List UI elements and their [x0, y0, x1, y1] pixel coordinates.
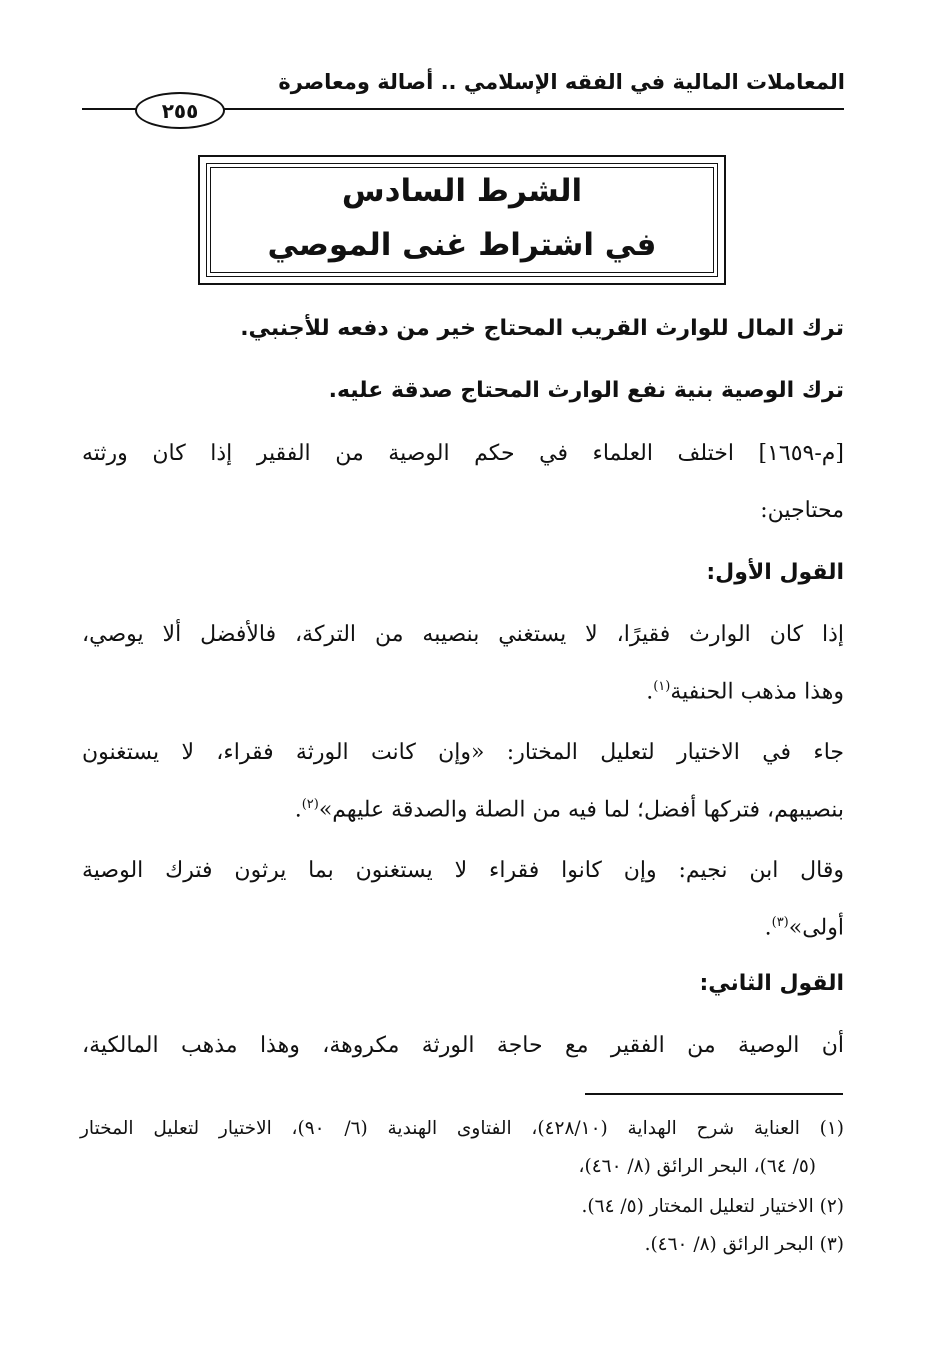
first-opinion-text: وهذا مذهب الحنفية [670, 679, 844, 705]
period: . [646, 679, 654, 705]
running-header-title: المعاملات المالية في الفقه الإسلامي .. أصالة ومعاصرة [278, 70, 845, 94]
page-number: ٢٥٥ [135, 92, 225, 129]
quote-1-line-1: جاء في الاختيار لتعليل المختار: «وإن كانت الورثة فقراء، لا يستغنون [82, 740, 844, 765]
section-title-line-1: الشرط السادس [341, 173, 583, 209]
footnote-1-line-1: (١) العناية شرح الهداية (٤٢٨/١٠)، الفتاوى الهندية (٦/ ٩٠)، الاختيار لتعليل المختار [80, 1118, 844, 1139]
period: . [294, 797, 302, 823]
quote-1-line-2 [295, 798, 844, 821]
rule-statement-2: ترك الوصية بنية نفع الوارث المحتاج صدقة عليه. [328, 378, 844, 403]
footnote-2: (٢) الاختيار لتعليل المختار (٥/ ٦٤). [581, 1196, 844, 1217]
quote-2-line-2 [765, 916, 844, 939]
footnote-ref-1: (١) [653, 679, 671, 694]
rule-statement-1: ترك المال للوارث القريب المحتاج خير من دفعه للأجنبي. [240, 316, 844, 341]
footnote-ref-2: (٢) [301, 797, 319, 812]
footnote-ref-3: (٣) [771, 915, 789, 930]
first-opinion-line-2 [646, 680, 844, 703]
second-opinion-heading: القول الثاني: [699, 971, 844, 996]
footnote-3: (٣) البحر الرائق (٨/ ٤٦٠). [644, 1234, 844, 1255]
footnote-1-line-2: (٥/ ٦٤)، البحر الرائق (٨/ ٤٦٠)، [578, 1156, 816, 1177]
quote-1-text: بنصيبهم، فتركها أفضل؛ لما فيه من الصلة والصدقة عليهم» [318, 797, 844, 823]
section-title-frame [198, 155, 726, 285]
second-opinion-line-1: أن الوصية من الفقير مع حاجة الورثة مكروهة، وهذا مذهب المالكية، [82, 1033, 844, 1058]
section-title-line-2: في اشتراط غنى الموصي [267, 227, 657, 263]
first-opinion-line-1: إذا كان الوارث فقيرًا، لا يستغني بنصيبه من التركة، فالأفضل ألا يوصي، [82, 622, 844, 647]
period: . [764, 915, 772, 941]
first-opinion-heading: القول الأول: [706, 560, 844, 585]
quote-2-text: أولى» [788, 915, 844, 941]
intro-paragraph-line-2: محتاجين: [760, 498, 844, 523]
intro-paragraph-line-1: [م-١٦٥٩] اختلف العلماء في حكم الوصية من الفقير إذا كان ورثته [82, 441, 844, 466]
quote-2-line-1: وقال ابن نجيم: وإن كانوا فقراء لا يستغنون بما يرثون فترك الوصية [82, 858, 844, 883]
footnote-separator [585, 1093, 843, 1095]
